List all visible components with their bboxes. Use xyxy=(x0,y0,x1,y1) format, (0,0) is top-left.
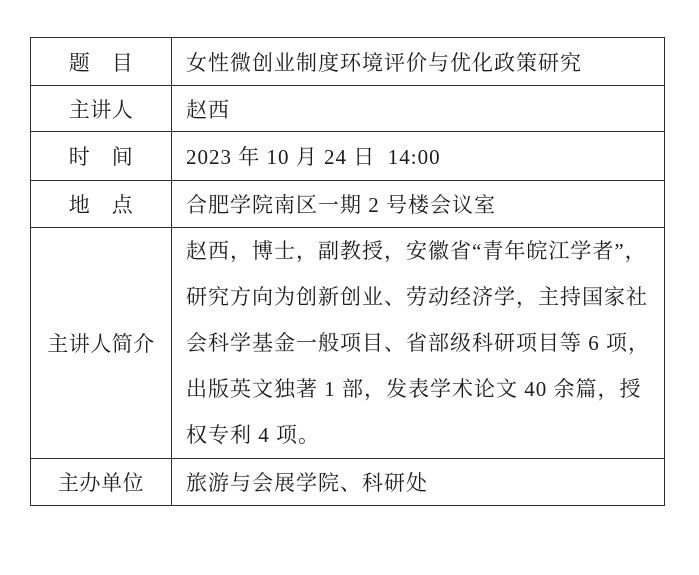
location-label: 地 点 xyxy=(31,181,172,228)
time-value: 2023 年 10 月 24 日 14:00 xyxy=(172,132,665,181)
title-label: 题 目 xyxy=(31,38,172,86)
time-label: 时 间 xyxy=(31,132,172,181)
seminar-info-table xyxy=(30,37,665,506)
organizer-label: 主办单位 xyxy=(31,459,172,506)
table-row-title xyxy=(31,38,665,86)
speaker-label: 主讲人 xyxy=(31,86,172,132)
table-row-time xyxy=(31,132,665,181)
table-row-location xyxy=(31,181,665,228)
speaker-value: 赵西 xyxy=(172,86,665,132)
location-value: 合肥学院南区一期 2 号楼会议室 xyxy=(172,181,665,228)
table-row-speaker xyxy=(31,86,665,132)
table-row-speaker-bio xyxy=(31,228,665,459)
speaker-bio-label: 主讲人简介 xyxy=(31,228,172,459)
organizer-value: 旅游与会展学院、科研处 xyxy=(172,459,665,506)
speaker-bio-value: 赵西，博士，副教授，安徽省“青年皖江学者”，研究方向为创新创业、劳动经济学，主持国家社会科学基金一般项目、省部级科研项目等 6 项，出版英文独著 1 部，发表学术论文 40 余篇，授权专利 4 项。 xyxy=(172,228,665,459)
title-value: 女性微创业制度环境评价与优化政策研究 xyxy=(172,38,665,86)
table-row-organizer xyxy=(31,459,665,506)
